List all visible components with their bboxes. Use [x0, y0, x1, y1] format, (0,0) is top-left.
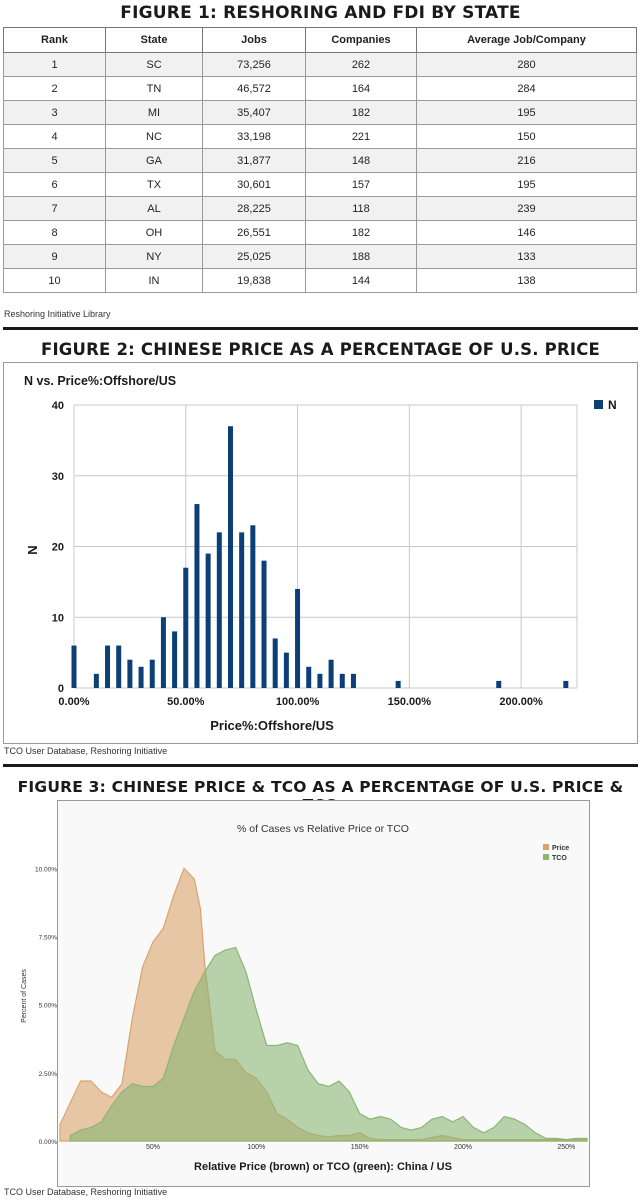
figure2-source: TCO User Database, Reshoring Initiative — [4, 746, 168, 756]
column-header: Companies — [306, 28, 417, 53]
histogram-bar — [150, 660, 155, 688]
legend-swatch — [543, 854, 549, 860]
table-row — [4, 245, 637, 269]
table-cell: TN — [106, 77, 203, 101]
table-cell: 150 — [417, 125, 637, 149]
x-tick-label: 0.00% — [58, 696, 90, 708]
table-cell: 31,877 — [203, 149, 306, 173]
table-cell: 221 — [306, 125, 417, 149]
table-cell: NC — [106, 125, 203, 149]
x-tick-label: 100.00% — [275, 696, 320, 708]
table-cell: 4 — [4, 125, 106, 149]
x-axis-title: Relative Price (brown) or TCO (green): China / US — [194, 1161, 452, 1173]
y-tick-label: 7.50% — [38, 934, 57, 942]
chart-title: N vs. Price%:Offshore/US — [24, 374, 177, 388]
legend-swatch — [594, 400, 603, 409]
column-header: Rank — [4, 28, 106, 53]
histogram-bar — [172, 631, 177, 688]
histogram-bar — [127, 660, 132, 688]
histogram-bar — [306, 667, 311, 688]
table-cell: 262 — [306, 53, 417, 77]
y-axis-title: N — [25, 545, 40, 555]
histogram-bar — [161, 617, 166, 688]
y-tick-label: 10.00% — [34, 866, 57, 874]
table-row — [4, 197, 637, 221]
histogram-bar — [317, 674, 322, 688]
figure2-chart-frame — [3, 362, 638, 744]
column-header: Jobs — [203, 28, 306, 53]
table-cell: 148 — [306, 149, 417, 173]
figure1-title: FIGURE 1: RESHORING AND FDI BY STATE — [120, 3, 521, 23]
table-cell: 195 — [417, 173, 637, 197]
legend-label: Price — [552, 845, 570, 852]
table-cell: 7 — [4, 197, 106, 221]
histogram-bar — [94, 674, 99, 688]
histogram-bar — [284, 653, 289, 688]
histogram-chart — [4, 363, 637, 743]
y-axis-title: Percent of Cases — [21, 969, 28, 1023]
column-header: State — [106, 28, 203, 53]
table-cell: 118 — [306, 197, 417, 221]
histogram-bar — [351, 674, 356, 688]
table-cell: 2 — [4, 77, 106, 101]
x-tick-label: 150.00% — [387, 696, 432, 708]
table-cell: GA — [106, 149, 203, 173]
table-cell: 8 — [4, 221, 106, 245]
figure3-title: FIGURE 3: CHINESE PRICE & TCO AS A PERCENTAGE OF U.S. PRICE & — [17, 778, 624, 796]
chart-title: % of Cases vs Relative Price or TCO — [237, 823, 409, 835]
table-row — [4, 269, 637, 293]
y-tick-label: 0 — [57, 683, 64, 695]
y-tick-label: 0.00% — [38, 1139, 57, 1146]
table-row — [4, 221, 637, 245]
legend-label: TCO — [552, 855, 567, 862]
y-tick-label: 40 — [51, 400, 64, 412]
table-cell: IN — [106, 269, 203, 293]
y-tick-label: 5.00% — [38, 1002, 57, 1010]
table-cell: 133 — [417, 245, 637, 269]
table-cell: 157 — [306, 173, 417, 197]
histogram-bar — [329, 660, 334, 688]
table-cell: AL — [106, 197, 203, 221]
table-row — [4, 53, 637, 77]
figure3-source: TCO User Database, Reshoring Initiative — [4, 1187, 168, 1197]
table-row — [4, 173, 637, 197]
y-tick-label: 20 — [51, 541, 64, 554]
legend-swatch — [543, 844, 549, 850]
figure1-source: Reshoring Initiative Library — [4, 309, 111, 319]
table-cell: 10 — [4, 269, 106, 293]
histogram-bar — [183, 568, 188, 688]
histogram-bar — [116, 646, 121, 688]
table-cell: 280 — [417, 53, 637, 77]
section-divider — [3, 327, 638, 330]
histogram-bar — [72, 646, 77, 688]
histogram-bar — [217, 532, 222, 688]
table-cell: 146 — [417, 221, 637, 245]
table-cell: TX — [106, 173, 203, 197]
histogram-bar — [340, 674, 345, 688]
table-cell: 33,198 — [203, 125, 306, 149]
x-tick-label: 100% — [247, 1144, 266, 1151]
table-cell: 284 — [417, 77, 637, 101]
table-cell: 5 — [4, 149, 106, 173]
histogram-bar — [206, 554, 211, 688]
section-divider — [3, 764, 638, 767]
table-cell: 164 — [306, 77, 417, 101]
table-cell: 216 — [417, 149, 637, 173]
x-tick-label: 250% — [557, 1144, 576, 1151]
x-tick-label: 200.00% — [499, 696, 543, 708]
table-cell: 6 — [4, 173, 106, 197]
table-body — [4, 53, 637, 293]
table-cell: 35,407 — [203, 101, 306, 125]
table-cell: 239 — [417, 197, 637, 221]
histogram-bar — [563, 681, 568, 688]
x-tick-label: 200% — [454, 1144, 472, 1151]
table-cell: 26,551 — [203, 221, 306, 245]
legend-label: N — [608, 398, 617, 412]
histogram-bar — [295, 589, 300, 688]
histogram-bar — [228, 426, 233, 688]
table-cell: SC — [106, 53, 203, 77]
table-cell: 28,225 — [203, 197, 306, 221]
table-cell: 73,256 — [203, 53, 306, 77]
table-cell: 46,572 — [203, 77, 306, 101]
table-cell: 138 — [417, 269, 637, 293]
x-tick-label: 150% — [350, 1144, 369, 1151]
table-cell: 1 — [4, 53, 106, 77]
column-header: Average Job/Company — [417, 28, 637, 53]
density-chart — [21, 801, 589, 1186]
table-cell: 9 — [4, 245, 106, 269]
x-axis-title: Price%:Offshore/US — [210, 718, 334, 733]
table-row — [4, 77, 637, 101]
histogram-bar — [396, 681, 401, 688]
histogram-bar — [239, 532, 244, 688]
table-cell: MI — [106, 101, 203, 125]
y-tick-label: 10 — [51, 612, 64, 625]
table-cell: 30,601 — [203, 173, 306, 197]
table-cell: 25,025 — [203, 245, 306, 269]
table-cell: 182 — [306, 221, 417, 245]
table-cell: 195 — [417, 101, 637, 125]
histogram-bar — [262, 561, 267, 688]
y-tick-label: 2.50% — [38, 1070, 57, 1078]
histogram-bar — [194, 504, 199, 688]
table-cell: NY — [106, 245, 203, 269]
table-cell: 188 — [306, 245, 417, 269]
x-tick-label: 50% — [145, 1144, 161, 1151]
x-tick-label: 50.00% — [167, 696, 205, 708]
table-row — [4, 101, 637, 125]
figure3-chart-frame — [21, 800, 590, 1187]
y-tick-label: 30 — [51, 470, 64, 483]
table-row — [4, 149, 637, 173]
histogram-bar — [105, 646, 110, 688]
reshoring-table — [3, 27, 637, 293]
table-cell: 3 — [4, 101, 106, 125]
histogram-bar — [139, 667, 144, 688]
table-cell: 19,838 — [203, 269, 306, 293]
table-header-row — [4, 28, 637, 53]
table-cell: 144 — [306, 269, 417, 293]
histogram-bar — [273, 638, 278, 688]
histogram-bar — [250, 525, 255, 688]
table-cell: OH — [106, 221, 203, 245]
histogram-bar — [496, 681, 501, 688]
table-cell: 182 — [306, 101, 417, 125]
table-row — [4, 125, 637, 149]
figure2-title: FIGURE 2: CHINESE PRICE AS A PERCENTAGE OF U.S. PRICE — [41, 340, 600, 359]
